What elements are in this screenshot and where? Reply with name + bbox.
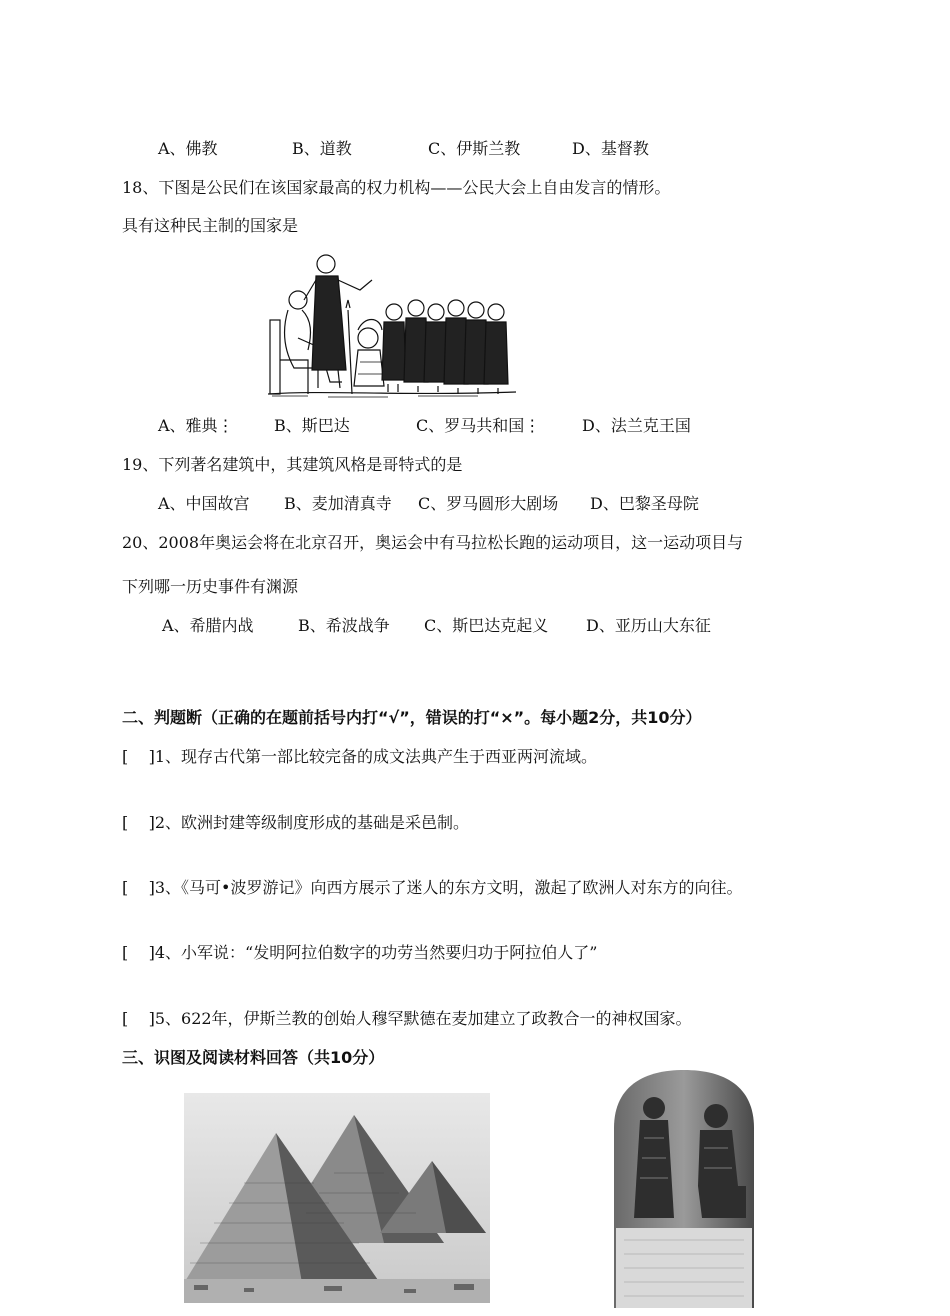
q19-stem: 19、下列著名建筑中，其建筑风格是哥特式的是 bbox=[122, 455, 463, 474]
section3-title: 三、识图及阅读材料回答（共10分） bbox=[122, 1048, 385, 1067]
q19-option-c: C、罗马圆形大剧场 bbox=[418, 494, 559, 513]
judge-text-1: 1、现存古代第一部比较完备的成文法典产生于西亚两河流域。 bbox=[154, 747, 598, 766]
q17-option-a: A、佛教 bbox=[158, 139, 218, 158]
pyramids-photo bbox=[184, 1093, 490, 1303]
judge-text-4: 4、小军说：“发明阿拉伯数字的功劳当然要归功于阿拉伯人了” bbox=[154, 943, 598, 962]
judge-text-3: 3、《马可•波罗游记》向西方展示了迷人的东方文明，激起了欧洲人对东方的向往。 bbox=[154, 878, 743, 897]
q18-option-b: B、斯巴达 bbox=[274, 416, 350, 435]
judge-text-2: 2、欧洲封建等级制度形成的基础是采邑制。 bbox=[154, 813, 470, 832]
judge-bracket-4[interactable]: [ ] bbox=[122, 943, 155, 962]
q19-option-d: D、巴黎圣母院 bbox=[590, 494, 699, 513]
code-of-hammurabi-stele-photo bbox=[604, 1068, 764, 1308]
q20-stem-line-2: 下列哪一历史事件有渊源 bbox=[122, 577, 299, 596]
section2-title: 二、判题断（正确的在题前括号内打“√”，错误的打“×”。每小题2分，共10分） bbox=[122, 708, 702, 727]
judge-item-3 bbox=[122, 878, 742, 898]
q18-option-c: C、罗马共和国⋮ bbox=[416, 416, 541, 435]
judge-bracket-1[interactable]: [ ] bbox=[122, 747, 155, 766]
q20-stem-line-1: 20、2008年奥运会将在北京召开，奥运会中有马拉松长跑的运动项目，这一运动项目与 bbox=[122, 533, 744, 552]
q19-option-b: B、麦加清真寺 bbox=[284, 494, 392, 513]
judge-bracket-2[interactable]: [ ] bbox=[122, 813, 155, 832]
q17-option-b: B、道教 bbox=[292, 139, 352, 158]
q20-option-b: B、希波战争 bbox=[298, 616, 390, 635]
q18-option-a: A、雅典⋮ bbox=[158, 416, 234, 435]
judge-item-1 bbox=[122, 747, 597, 767]
q17-option-c: C、伊斯兰教 bbox=[428, 139, 521, 158]
q19-options bbox=[158, 494, 699, 514]
q20-option-c: C、斯巴达克起义 bbox=[424, 616, 549, 635]
q18-stem-line-2: 具有这种民主制的国家是 bbox=[122, 216, 299, 235]
assembly-illustration bbox=[268, 250, 516, 400]
q20-option-a: A、希腊内战 bbox=[162, 616, 254, 635]
q20-option-d: D、亚历山大东征 bbox=[586, 616, 711, 635]
judge-bracket-5[interactable]: [ ] bbox=[122, 1009, 155, 1028]
judge-item-2 bbox=[122, 813, 469, 833]
q17-options bbox=[158, 139, 649, 159]
judge-bracket-3[interactable]: [ ] bbox=[122, 878, 155, 897]
judge-item-5 bbox=[122, 1009, 692, 1029]
q18-stem-line-1: 18、下图是公民们在该国家最高的权力机构——公民大会上自由发言的情形。 bbox=[122, 178, 671, 197]
q18-option-d: D、法兰克王国 bbox=[582, 416, 691, 435]
q20-options bbox=[162, 616, 711, 636]
q19-option-a: A、中国故宫 bbox=[158, 494, 250, 513]
q17-option-d: D、基督教 bbox=[572, 139, 649, 158]
q18-options bbox=[158, 416, 691, 436]
judge-item-4 bbox=[122, 943, 597, 963]
judge-text-5: 5、622年，伊斯兰教的创始人穆罕默德在麦加建立了政教合一的神权国家。 bbox=[154, 1009, 692, 1028]
